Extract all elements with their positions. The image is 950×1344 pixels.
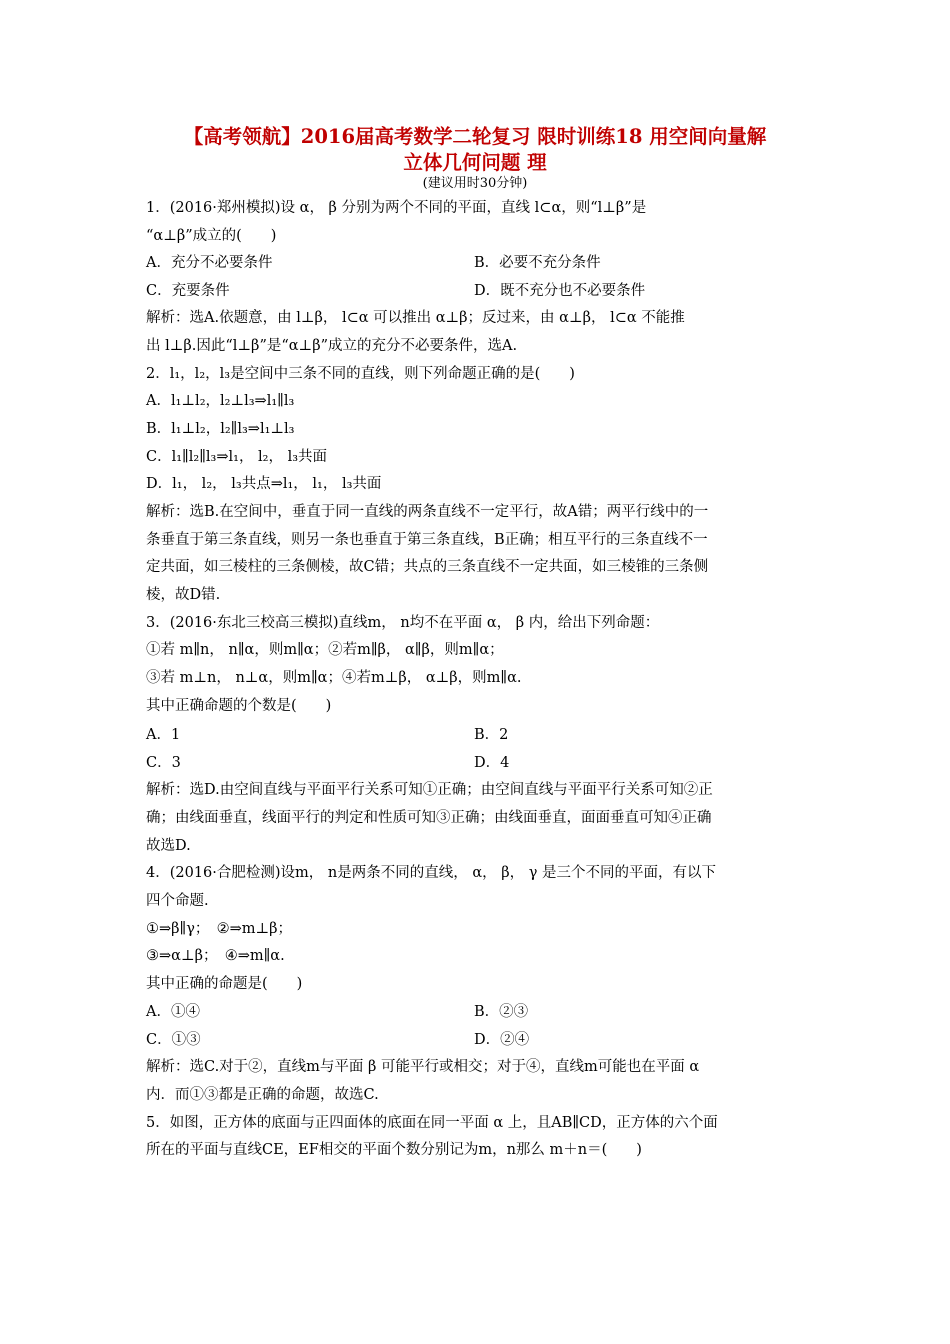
q1-analysis-2: 出 l⊥β.因此“l⊥β”是“α⊥β”成立的充分不必要条件，选A. — [146, 338, 518, 354]
q2-option-b: B．l₁⊥l₂，l₂∥l₃⇒l₁⊥l₃ — [146, 421, 295, 437]
q3-analysis-2: 确；由线面垂直，线面平行的判定和性质可知③正确；由线面垂直，面面垂直可知④正确 — [146, 810, 712, 826]
q4-prop-1-2: ①⇒β∥γ； ②⇒m⊥β； — [146, 921, 293, 937]
q4-stem-1: 4．(2016·合肥检测)设m， n是两条不同的直线， α， β， γ 是三个不同的平面，有以下 — [146, 865, 717, 881]
q2-analysis-2: 条垂直于第三条直线，则另一条也垂直于第三条直线，B正确；相互平行的三条直线不一 — [146, 532, 708, 548]
q4-stem-2: 四个命题. — [146, 893, 209, 909]
q5-stem-2: 所在的平面与直线CE，EF相交的平面个数分别记为m，n那么 m＋n＝( ) — [146, 1142, 642, 1158]
q1-option-d: D．既不充分也不必要条件 — [474, 283, 646, 299]
q2-analysis-3: 定共面，如三棱柱的三条侧棱，故C错；共点的三条直线不一定共面，如三棱锥的三条侧 — [146, 559, 709, 575]
q2-analysis-4: 棱，故D错. — [146, 587, 221, 603]
q2-option-a: A．l₁⊥l₂，l₂⊥l₃⇒l₁∥l₃ — [146, 393, 295, 409]
q1-stem-1: 1．(2016·郑州模拟)设 α， β 分别为两个不同的平面，直线 l⊂α，则“l⊥β”是 — [146, 200, 647, 216]
q2-analysis-1: 解析：选B.在空间中，垂直于同一直线的两条直线不一定平行，故A错；两平行线中的一 — [146, 504, 709, 520]
q4-option-b: B．②③ — [474, 1004, 529, 1020]
q3-prop-1-2: ①若 m∥n， n∥α，则m∥α；②若m∥β， α∥β，则m∥α； — [146, 642, 504, 658]
q1-analysis-1: 解析：选A.依题意，由 l⊥β， l⊂α 可以推出 α⊥β；反过来，由 α⊥β， l⊂α 不能推 — [146, 310, 685, 326]
q4-question: 其中正确的命题是( ) — [146, 976, 303, 992]
q4-option-c: C．①③ — [146, 1032, 201, 1048]
q4-analysis-1: 解析：选C.对于②，直线m与平面 β 可能平行或相交；对于④，直线m可能也在平面 α — [146, 1059, 700, 1075]
q4-prop-3-4: ③⇒α⊥β； ④⇒m∥α. — [146, 948, 285, 964]
q3-option-a: A．1 — [146, 727, 181, 743]
q1-option-b: B．必要不充分条件 — [474, 255, 601, 271]
q3-analysis-3: 故选D. — [146, 838, 191, 854]
q4-analysis-2: 内．而①③都是正确的命题，故选C. — [146, 1087, 379, 1103]
q2-option-d: D．l₁， l₂， l₃共点⇒l₁， l₁， l₃共面 — [146, 476, 382, 492]
q5-stem-1: 5．如图，正方体的底面与正四面体的底面在同一平面 α 上，且AB∥CD，正方体的六个面 — [146, 1115, 718, 1131]
q4-option-d: D．②④ — [474, 1032, 530, 1048]
q1-stem-2: “α⊥β”成立的( ) — [146, 228, 277, 244]
q1-option-a: A．充分不必要条件 — [146, 255, 273, 271]
q3-option-b: B．2 — [474, 727, 509, 743]
title-line-1: 【高考领航】2016届高考数学二轮复习 限时训练18 用空间向量解 — [183, 125, 767, 148]
subtitle: (建议用时30分钟) — [422, 176, 528, 191]
q3-option-c: C．3 — [146, 755, 181, 771]
q3-analysis-1: 解析：选D.由空间直线与平面平行关系可知①正确；由空间直线与平面平行关系可知②正 — [146, 782, 713, 798]
title-line-2: 立体几何问题 理 — [403, 151, 547, 174]
q3-question: 其中正确命题的个数是( ) — [146, 698, 332, 714]
q3-prop-3-4: ③若 m⊥n， n⊥α，则m∥α；④若m⊥β， α⊥β，则m∥α. — [146, 670, 522, 686]
q3-option-d: D．4 — [474, 755, 510, 771]
q1-option-c: C．充要条件 — [146, 283, 230, 299]
q4-option-a: A．①④ — [146, 1004, 200, 1020]
q3-stem: 3．(2016·东北三校高三模拟)直线m， n均不在平面 α， β 内，给出下列命题： — [146, 615, 660, 631]
q2-option-c: C．l₁∥l₂∥l₃⇒l₁， l₂， l₃共面 — [146, 449, 328, 465]
q2-stem: 2．l₁，l₂，l₃是空间中三条不同的直线，则下列命题正确的是( ) — [146, 366, 575, 382]
